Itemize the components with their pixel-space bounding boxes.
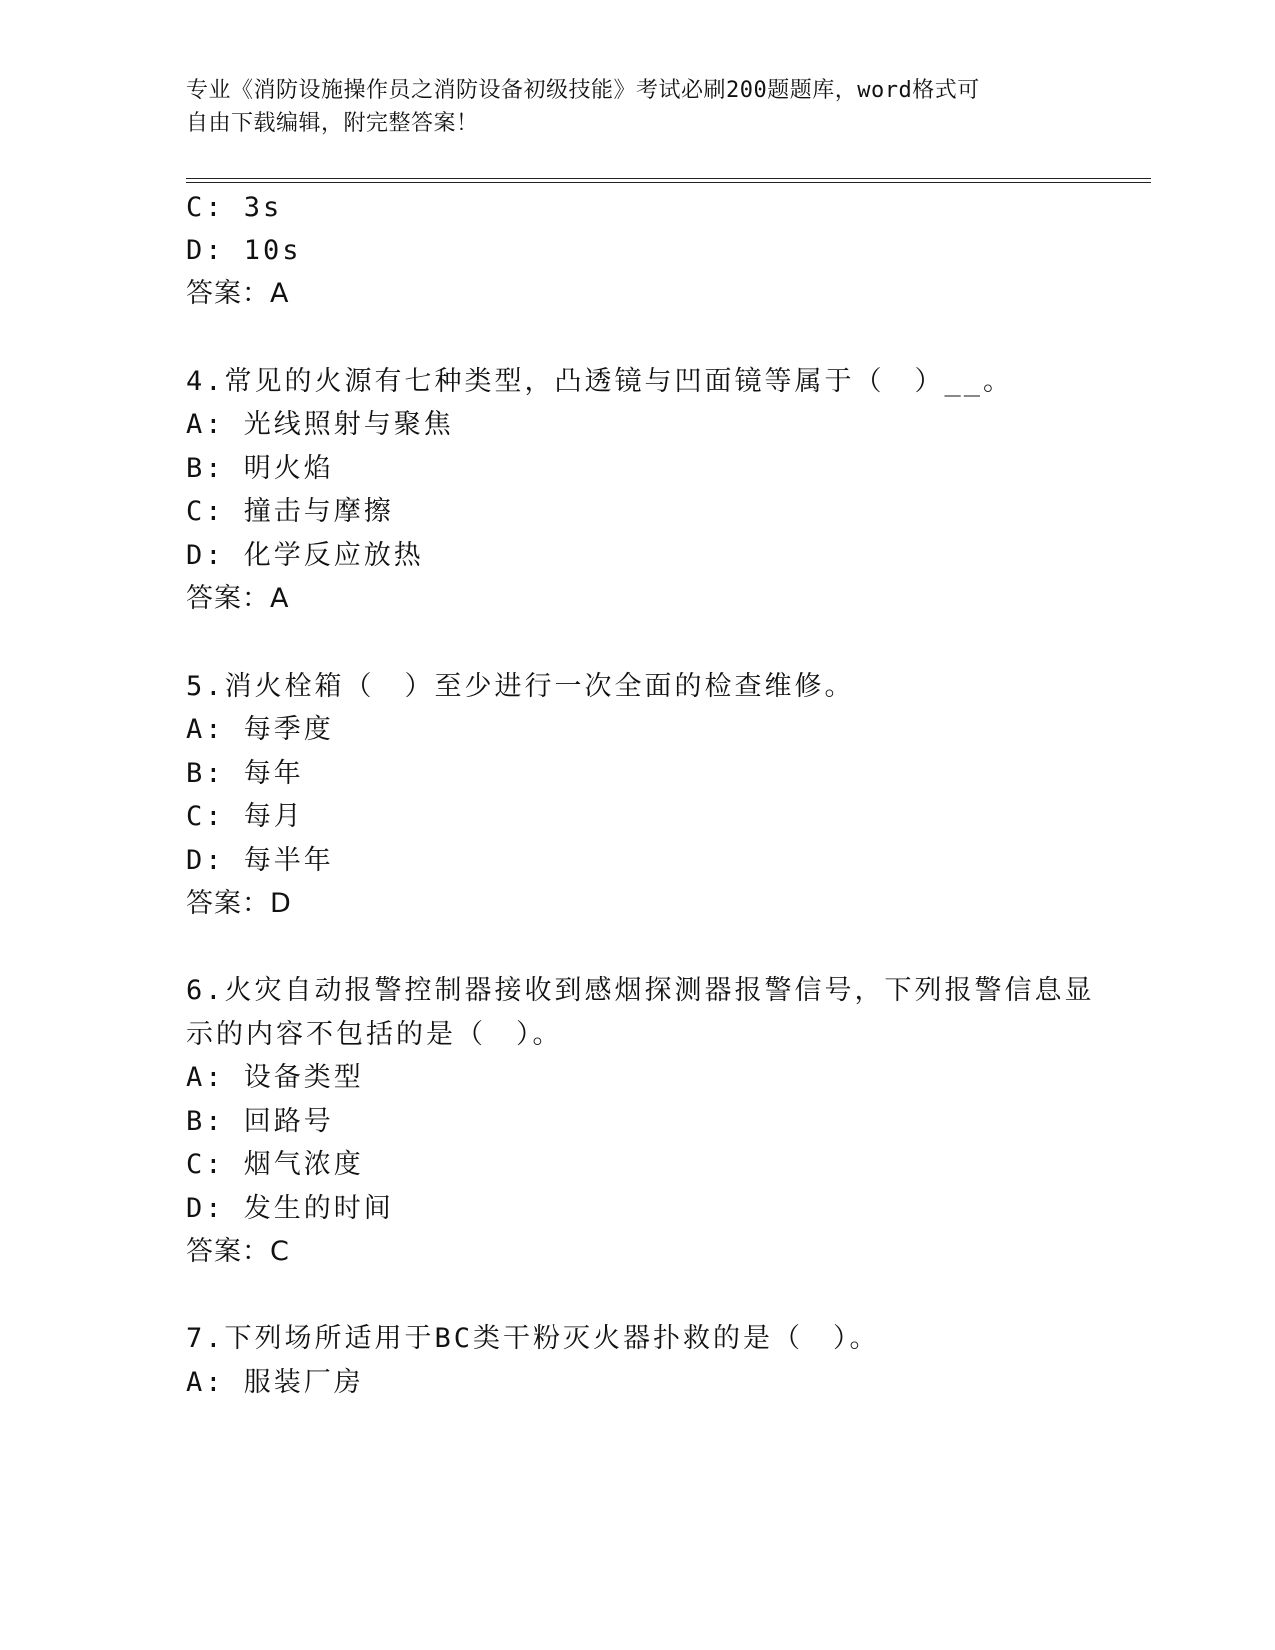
q6-question-line-2: 示的内容不包括的是（ ）。 — [186, 1019, 563, 1050]
q4-answer: 答案：A — [186, 583, 290, 614]
document-header — [186, 74, 1076, 140]
q4-option-b: B: 明火焰 — [186, 453, 334, 484]
q5-option-a: A: 每季度 — [186, 714, 334, 745]
q6-option-d: D: 发生的时间 — [186, 1193, 394, 1224]
header-title-line-2: 自由下载编辑，附完整答案！ — [186, 111, 479, 136]
q6-option-c: C: 烟气浓度 — [186, 1149, 364, 1180]
q4-question: 4.常见的火源有七种类型，凸透镜与凹面镜等属于（ ）__。 — [186, 366, 1014, 397]
q5-option-c: C: 每月 — [186, 801, 304, 832]
q4-option-d: D: 化学反应放热 — [186, 540, 424, 571]
header-title-line-1: 专业《消防设施操作员之消防设备初级技能》考试必刷200题题库，word格式可 — [186, 78, 980, 103]
q6-answer: 答案：C — [186, 1236, 290, 1267]
q7-question: 7.下列场所适用于BC类干粉灭火器扑救的是（ ）。 — [186, 1323, 880, 1354]
q5-question: 5.消火栓箱（ ）至少进行一次全面的检查维修。 — [186, 671, 855, 702]
q3-option-c: C: 3s — [186, 192, 283, 223]
q5-option-b: B: 每年 — [186, 758, 304, 789]
q5-answer: 答案：D — [186, 888, 292, 919]
q4-option-c: C: 撞击与摩擦 — [186, 496, 394, 527]
header-divider-top — [186, 178, 1151, 179]
q3-answer: 答案：A — [186, 278, 290, 309]
q6-question-line-1: 6.火灾自动报警控制器接收到感烟探测器报警信号，下列报警信息显 — [186, 975, 1095, 1006]
header-divider-bottom — [186, 182, 1151, 183]
q6-option-b: B: 回路号 — [186, 1106, 334, 1137]
q5-option-d: D: 每半年 — [186, 845, 334, 876]
q6-option-a: A: 设备类型 — [186, 1062, 364, 1093]
q7-option-a: A: 服装厂房 — [186, 1367, 364, 1398]
q4-option-a: A: 光线照射与聚焦 — [186, 409, 454, 440]
q3-option-d: D: 10s — [186, 235, 302, 266]
